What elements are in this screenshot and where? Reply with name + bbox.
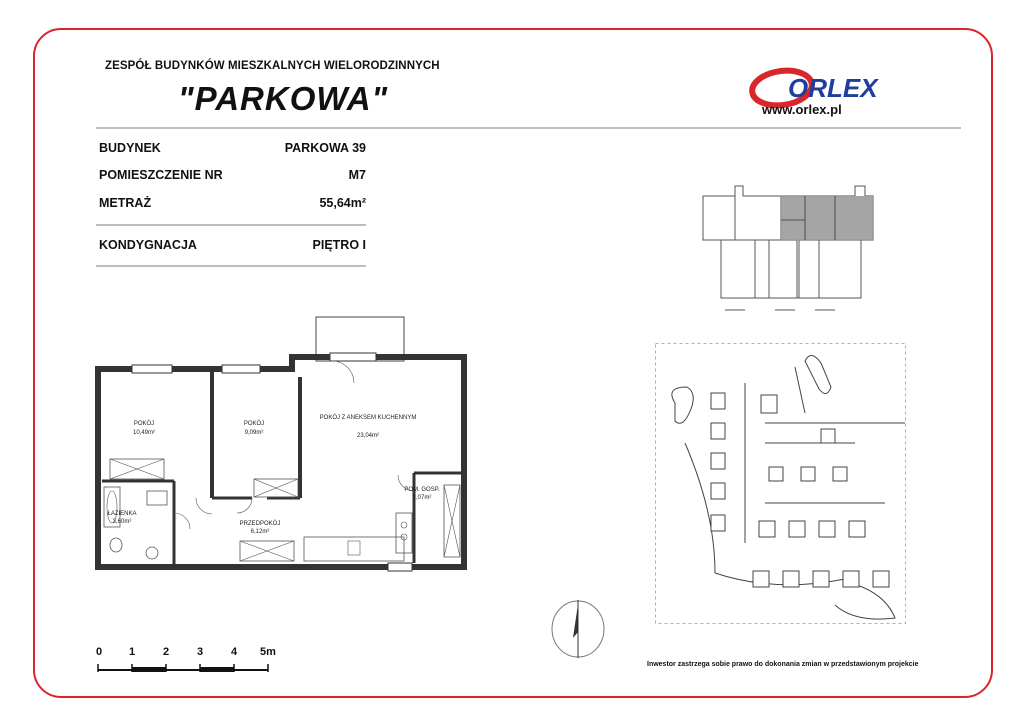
scale-label: 5m <box>260 646 276 658</box>
north-arrow-icon <box>546 598 610 660</box>
scale-label: 1 <box>129 646 136 658</box>
room-name: ŁAZIENKA <box>107 511 137 517</box>
room-area: 9,09m² <box>244 430 264 436</box>
area-label: METRAŻ <box>99 196 152 210</box>
scale-label: 3 <box>197 646 204 658</box>
disclaimer-text: Inwestor zastrzega sobie prawo do dokonania zmian w przedstawionym projekcie <box>647 661 919 668</box>
highlighted-apartment <box>781 196 873 240</box>
room-name: POKÓJ <box>243 421 265 427</box>
room-area: 10,49m² <box>132 430 156 436</box>
outer-walls <box>98 357 464 567</box>
room-area: 6,12m² <box>250 529 270 535</box>
floor-label: KONDYGNACJA <box>99 238 197 252</box>
floor-key-plan <box>695 180 880 320</box>
unit-label: POMIESZCZENIE NR <box>99 168 223 182</box>
website-url: www.orlex.pl <box>762 102 842 117</box>
scale-label: 0 <box>96 646 103 658</box>
room-name: POM. GOSP. <box>404 487 440 493</box>
room-name: PRZEDPOKÓJ <box>239 521 281 527</box>
room-area: 3,60m² <box>112 519 132 525</box>
info-bottom-divider <box>96 265 366 267</box>
apartment-floor-plan <box>92 313 477 575</box>
area-value: 55,64m² <box>319 196 366 210</box>
info-divider <box>96 224 366 226</box>
floor-value: PIĘTRO I <box>312 238 366 252</box>
room-name: POKÓJ Z ANEKSEM KUCHENNYM <box>319 415 417 421</box>
project-subtitle: ZESPÓŁ BUDYNKÓW MIESZKALNYCH WIELORODZINNYCH <box>105 60 440 72</box>
unit-value: M7 <box>348 168 366 182</box>
logo-text: ORLEX <box>788 73 878 103</box>
header-divider <box>96 127 961 129</box>
site-plan <box>655 343 913 653</box>
room-area: 23,04m² <box>356 433 380 439</box>
room-area: 3,07m² <box>412 495 432 501</box>
building-value: PARKOWA 39 <box>284 141 366 155</box>
building-label: BUDYNEK <box>99 141 161 155</box>
room-name: POKÓJ <box>133 421 155 427</box>
scale-label: 4 <box>231 646 238 658</box>
project-title: "PARKOWA" <box>178 80 389 117</box>
scale-label: 2 <box>163 646 170 658</box>
